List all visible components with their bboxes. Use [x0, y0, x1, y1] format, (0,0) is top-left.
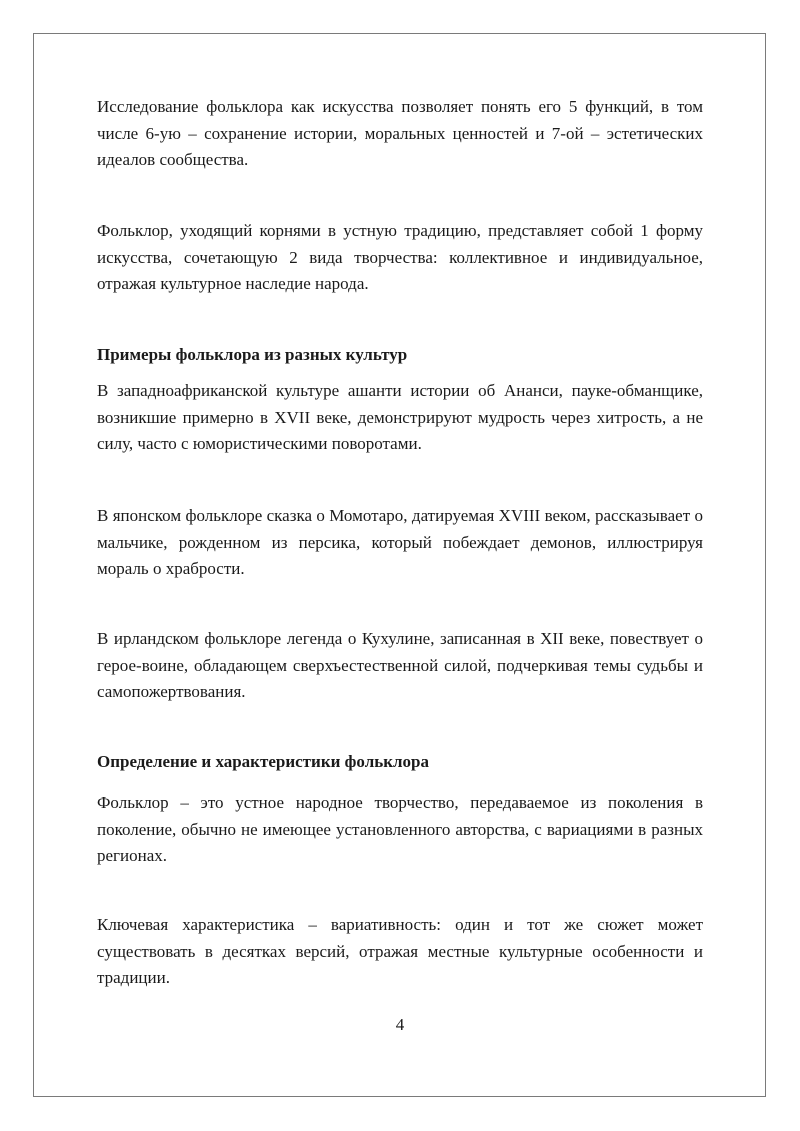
example-paragraph-cuchulainn: В ирландском фольклоре легенда о Кухулине, записанная в XII веке, повествует о герое-воине, обладающем сверхъестественной силой, подчеркивая темы судьбы и самопожертвования. [97, 629, 703, 701]
definition-paragraph-1: Фольклор – это устное народное творчество, передаваемое из поколения в поколение, обычно не имеющее установленного авторства, с вариациями в разных регионах. [97, 793, 703, 865]
intro-paragraph-1: Исследование фольклора как искусства позволяет понять его 5 функций, в том числе 6-ую – сохранение истории, моральных ценностей и 7-ой – эстетических идеалов сообщества. [97, 97, 703, 169]
definition-paragraph-2: Ключевая характеристика – вариативность: один и тот же сюжет может существовать в десятках версий, отражая местные культурные особенности и традиции. [97, 915, 703, 987]
section-heading-definition: Определение и характеристики фольклора [97, 752, 430, 771]
section-heading-examples: Примеры фольклора из разных культур [97, 345, 408, 364]
example-paragraph-ashanti: В западноафриканской культуре ашанти истории об Ананси, пауке-обманщике, возникшие примерно в XVII веке, демонстрируют мудрость через хитрость, а не силу, часто с юмористическими поворотами. [97, 381, 703, 453]
intro-paragraph-2: Фольклор, уходящий корнями в устную традицию, представляет собой 1 форму искусства, сочетающую 2 вида творчества: коллективное и индивидуальное, отражая культурное наследие народа. [97, 221, 703, 293]
example-paragraph-momotaro: В японском фольклоре сказка о Момотаро, датируемая XVIII веком, рассказывает о мальчике, рожденном из персика, который побеждает демонов, иллюстрируя мораль о храбрости. [97, 506, 703, 578]
page-number: 4 [395, 1015, 405, 1034]
